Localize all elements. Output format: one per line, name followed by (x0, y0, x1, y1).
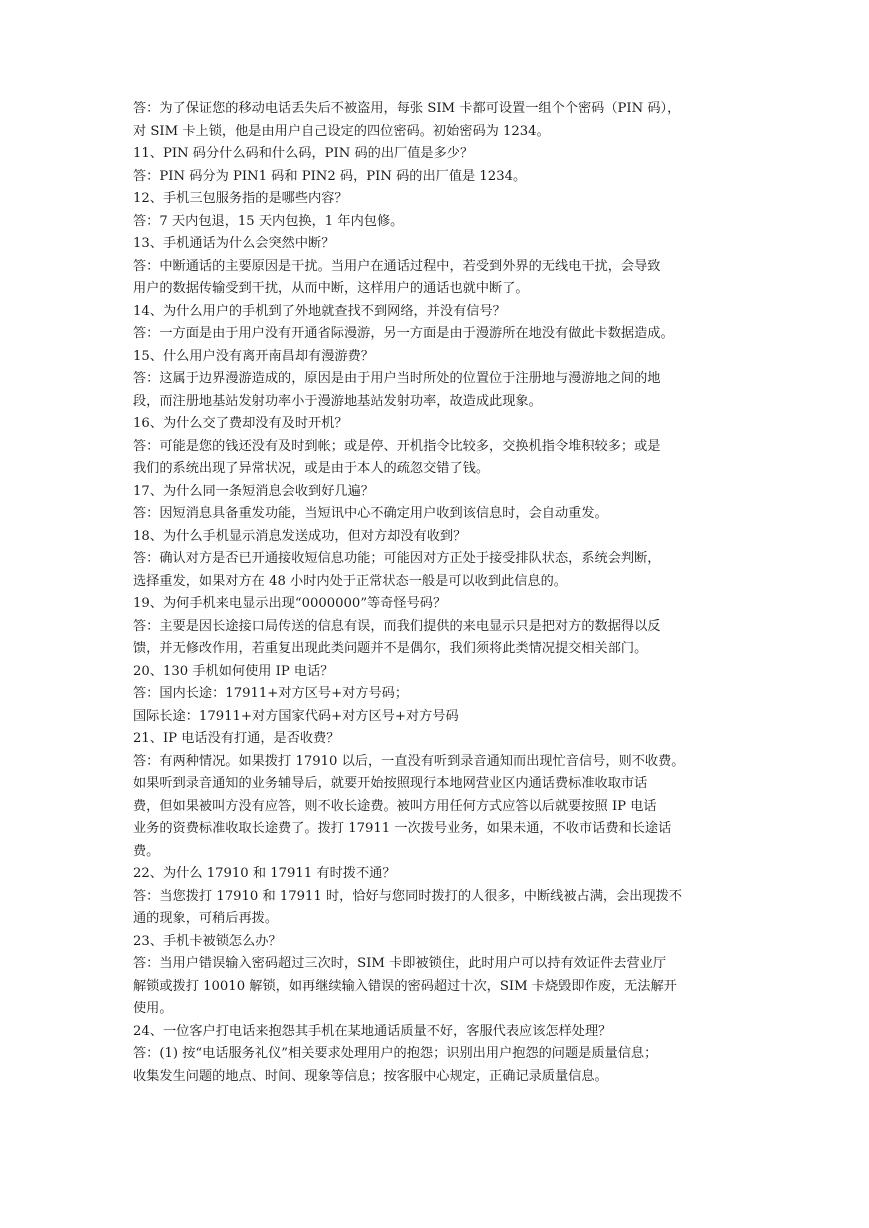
text-line: 答：一方面是由于用户没有开通省际漫游，另一方面是由于漫游所在地没有做此卡数据造成。 (133, 326, 674, 341)
question-line: 23、手机卡被锁怎么办？ (133, 933, 282, 949)
question-line: 14、为什么用户的手机到了外地就查找不到网络，并没有信号？ (133, 303, 506, 319)
question-line: 17、为什么同一条短消息会收到好几遍？ (133, 483, 374, 499)
text-line: 解锁或拨打 10010 解锁，如再继续输入错误的密码超过十次，SIM 卡烧毁即作废，无法解开 (133, 978, 677, 994)
text-line: 答：中断通话的主要原因是干扰。当用户在通话过程中，若受到外界的无线电干扰，会导致 (133, 258, 661, 274)
text-line: 费。 (133, 843, 160, 859)
text-line: 答：当您拨打 17910 和 17911 时，恰好与您同时拨打的人很多，中断线被占满，会出现拨不 (133, 888, 683, 904)
text-line: 馈，并无修改作用，若重复出现此类问题并不是偶尔，我们须将此类情况提交相关部门。 (133, 641, 648, 656)
question-line: 16、为什么交了费却没有及时开机？ (133, 416, 348, 431)
text-line: 选择重发，如果对方在 48 小时内处于正常状态一般是可以收到此信息的。 (133, 573, 567, 589)
text-line: 答：当用户错误输入密码超过三次时，SIM 卡即被锁住，此时用户可以持有效证件去营业厅 (133, 956, 667, 971)
question-line: 11、PIN 码分什么码和什么码，PIN 码的出厂值是多少？ (133, 146, 474, 161)
text-line: 答：(1) 按“电话服务礼仪”相关要求处理用户的抱怨；识别出用户抱怨的问题是质量信息； (133, 1046, 658, 1061)
text-line: 通的现象，可稍后再拨。 (133, 911, 279, 926)
question-line: 13、手机通话为什么会突然中断？ (133, 236, 335, 251)
text-line: 答：国内长途：17911+对方区号+对方号码； (133, 686, 409, 701)
text-line: 用户的数据传输受到干扰，从而中断，这样用户的通话也就中断了。 (133, 281, 529, 296)
text-line: 答：7 天内包退，15 天内包换，1 年内包修。 (133, 213, 404, 229)
text-line: 国际长途：17911+对方国家代码+对方区号+对方号码 (133, 708, 459, 724)
text-line: 收集发生问题的地点、时间、现象等信息；按客服中心规定，正确记录质量信息。 (133, 1068, 608, 1084)
text-line: 答：这属于边界漫游造成的，原因是由于用户当时所处的位置位于注册地与漫游地之间的地 (133, 371, 661, 386)
question-line: 18、为什么手机显示消息发送成功，但对方却没有收到？ (133, 528, 467, 544)
text-line: 段，而注册地基站发射功率小于漫游地基站发射功率，故造成此现象。 (133, 393, 542, 409)
text-line: 答：确认对方是否已开通接收短信息功能；可能因对方正处于接受排队状态，系统会判断， (133, 551, 661, 566)
text-line: 使用。 (133, 1001, 173, 1016)
text-line: 答：为了保证您的移动电话丢失后不被盗用，每张 SIM 卡都可设置一组个个密码（PIN 码）， (133, 101, 681, 116)
text-line: 费，但如果被叫方没有应答，则不收长途费。被叫方用任何方式应答以后就要按照 IP 电话 (133, 798, 657, 814)
text-line: 答：主要是因长途接口局传送的信息有误，而我们提供的来电显示只是把对方的数据得以反 (133, 618, 661, 634)
text-line: 如果听到录音通知的业务辅导后，就要开始按照现行本地网营业区内通话费标准收取市话 (133, 776, 648, 791)
text-line: 答：因短消息具备重发功能，当短讯中心不确定用户收到该信息时，会自动重发。 (133, 506, 608, 521)
question-line: 20、130 手机如何使用 IP 电话？ (133, 663, 334, 679)
text-line: 答：PIN 码分为 PIN1 码和 PIN2 码，PIN 码的出厂值是 1234。 (133, 168, 527, 184)
question-line: 12、手机三包服务指的是哪些内容？ (133, 191, 348, 206)
text-line: 我们的系统出现了异常状况，或是由于本人的疏忽交错了钱。 (133, 461, 490, 476)
text-line: 对 SIM 卡上锁，他是由用户自己设定的四位密码。初始密码为 1234。 (133, 123, 550, 139)
text-line: 业务的资费标准收取长途费了。拨打 17911 一次拨号业务，如果未通，不收市话费和长途话 (133, 821, 672, 836)
question-line: 15、什么用户没有离开南昌却有漫游费？ (133, 348, 374, 364)
text-line: 答：可能是您的钱还没有及时到帐；或是停、开机指令比较多，交换机指令堆积较多；或是 (133, 438, 661, 454)
question-line: 24、一位客户打电话来抱怨其手机在某地通话质量不好，客服代表应该怎样处理？ (133, 1023, 612, 1039)
question-line: 21、IP 电话没有打通，是否收费？ (133, 731, 340, 746)
document-body (133, 98, 738, 1088)
question-line: 19、为何手机来电显示出现“0000000”等奇怪号码？ (133, 596, 447, 611)
text-line: 答：有两种情况。如果拨打 17910 以后，一直没有听到录音通知而出现忙音信号，则不收费。 (133, 753, 685, 769)
question-line: 22、为什么 17910 和 17911 有时拨不通？ (133, 866, 396, 881)
